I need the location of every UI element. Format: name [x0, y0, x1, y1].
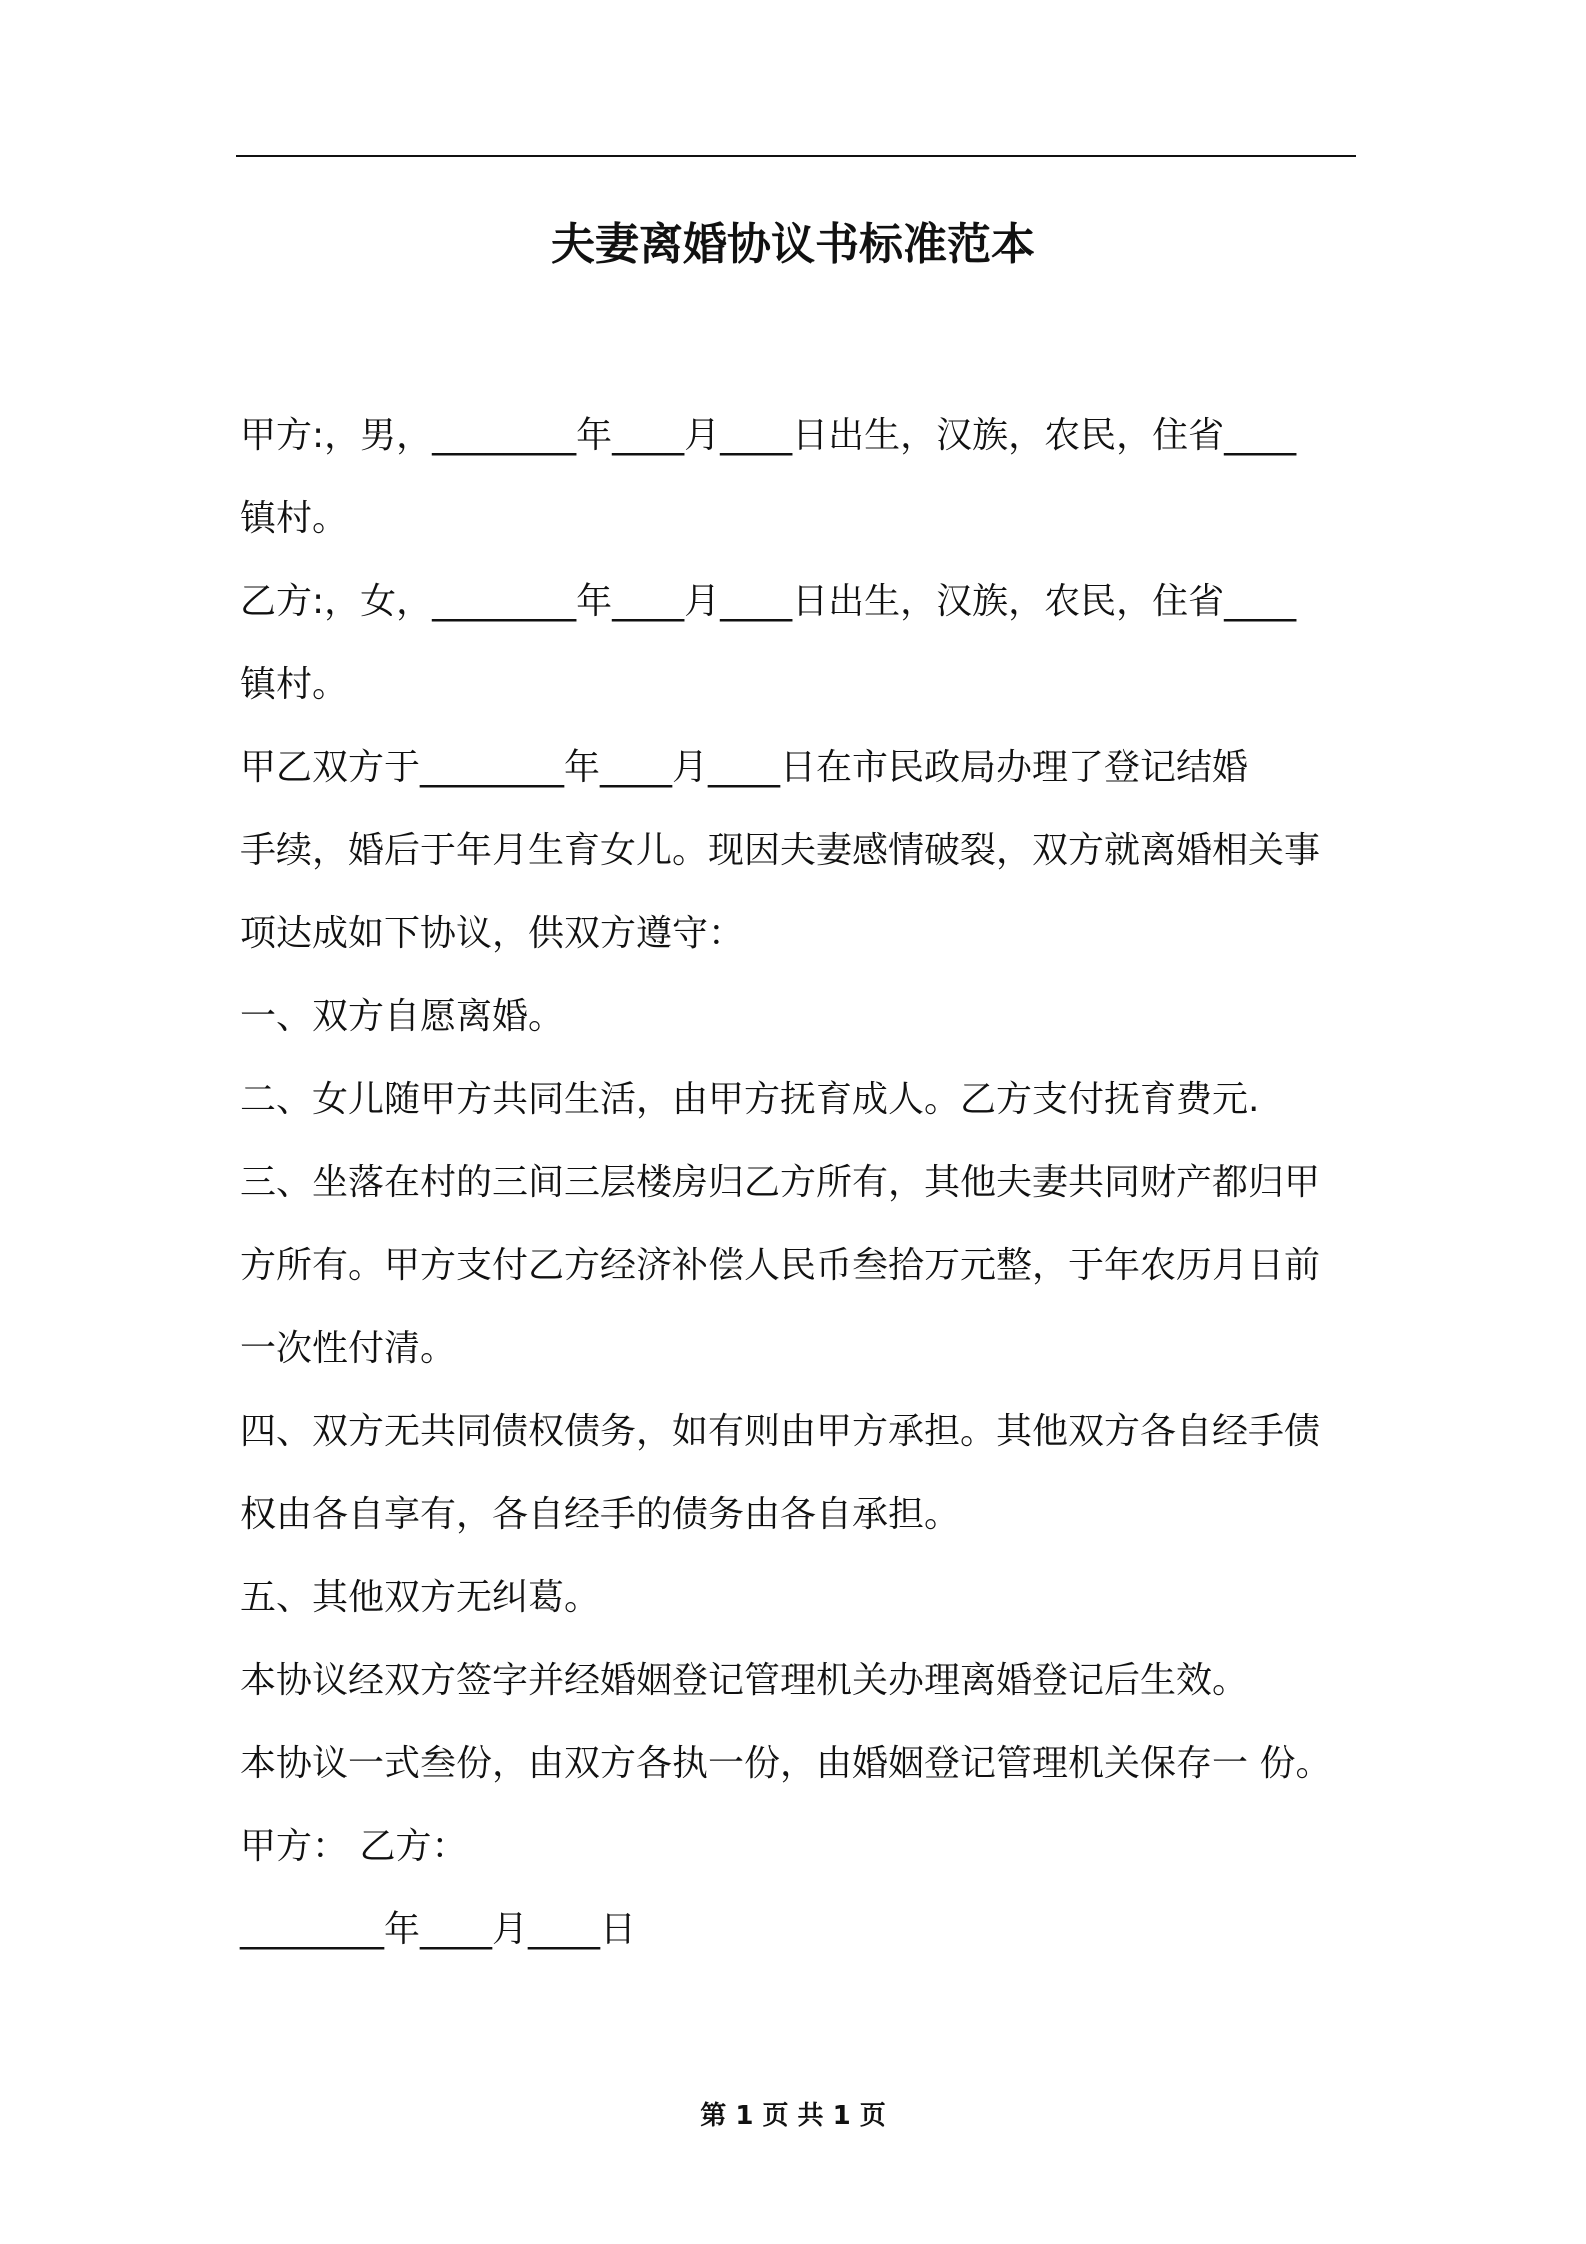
clause-4-line-2: 权由各自享有，各自经手的债务由各自承担。 [240, 1494, 961, 1535]
clause-3-line-1: 三、坐落在村的三间三层楼房归乙方所有，其他夫妻共同财产都归甲 [240, 1162, 1321, 1203]
clause-1: 一、双方自愿离婚。 [240, 996, 565, 1037]
page-number-footer: 第 1 页 共 1 页 [700, 2101, 886, 2131]
marriage-background-line-1: 甲乙双方于________年____月____日在市民政局办理了登记结婚 [240, 747, 1249, 788]
clause-3-line-3: 一次性付清。 [240, 1328, 457, 1369]
marriage-background-line-2: 手续，婚后于年月生育女儿。现因夫妻感情破裂，双方就离婚相关事 [240, 830, 1321, 871]
clause-4-line-1: 四、双方无共同债权债务，如有则由甲方承担。其他双方各自经手债 [240, 1411, 1321, 1452]
copies-clause: 本协议一式叁份，由双方各执一份，由婚姻登记管理机关保存一 份。 [240, 1743, 1332, 1784]
signature-line: 甲方： 乙方： [240, 1826, 468, 1867]
document-title: 夫妻离婚协议书标准范本 [551, 219, 1035, 270]
clause-3-line-2: 方所有。甲方支付乙方经济补偿人民币叁拾万元整，于年农历月日前 [240, 1245, 1321, 1286]
effective-clause: 本协议经双方签字并经婚姻登记管理机关办理离婚登记后生效。 [240, 1660, 1249, 1701]
date-line: ________年____月____日 [240, 1909, 636, 1950]
header-rule [236, 155, 1356, 157]
clause-2: 二、女儿随甲方共同生活，由甲方抚育成人。乙方支付抚育费元. [240, 1079, 1260, 1120]
party-b-info-line-2: 镇村。 [240, 664, 349, 705]
party-b-info-line-1: 乙方:，女，________年____月____日出生，汉族，农民，住省____ [240, 581, 1297, 622]
party-a-info-line-1: 甲方:，男，________年____月____日出生，汉族，农民，住省____ [240, 415, 1297, 456]
marriage-background-line-3: 项达成如下协议，供双方遵守： [240, 913, 745, 954]
party-a-info-line-2: 镇村。 [240, 498, 349, 539]
clause-5: 五、其他双方无纠葛。 [240, 1577, 601, 1618]
